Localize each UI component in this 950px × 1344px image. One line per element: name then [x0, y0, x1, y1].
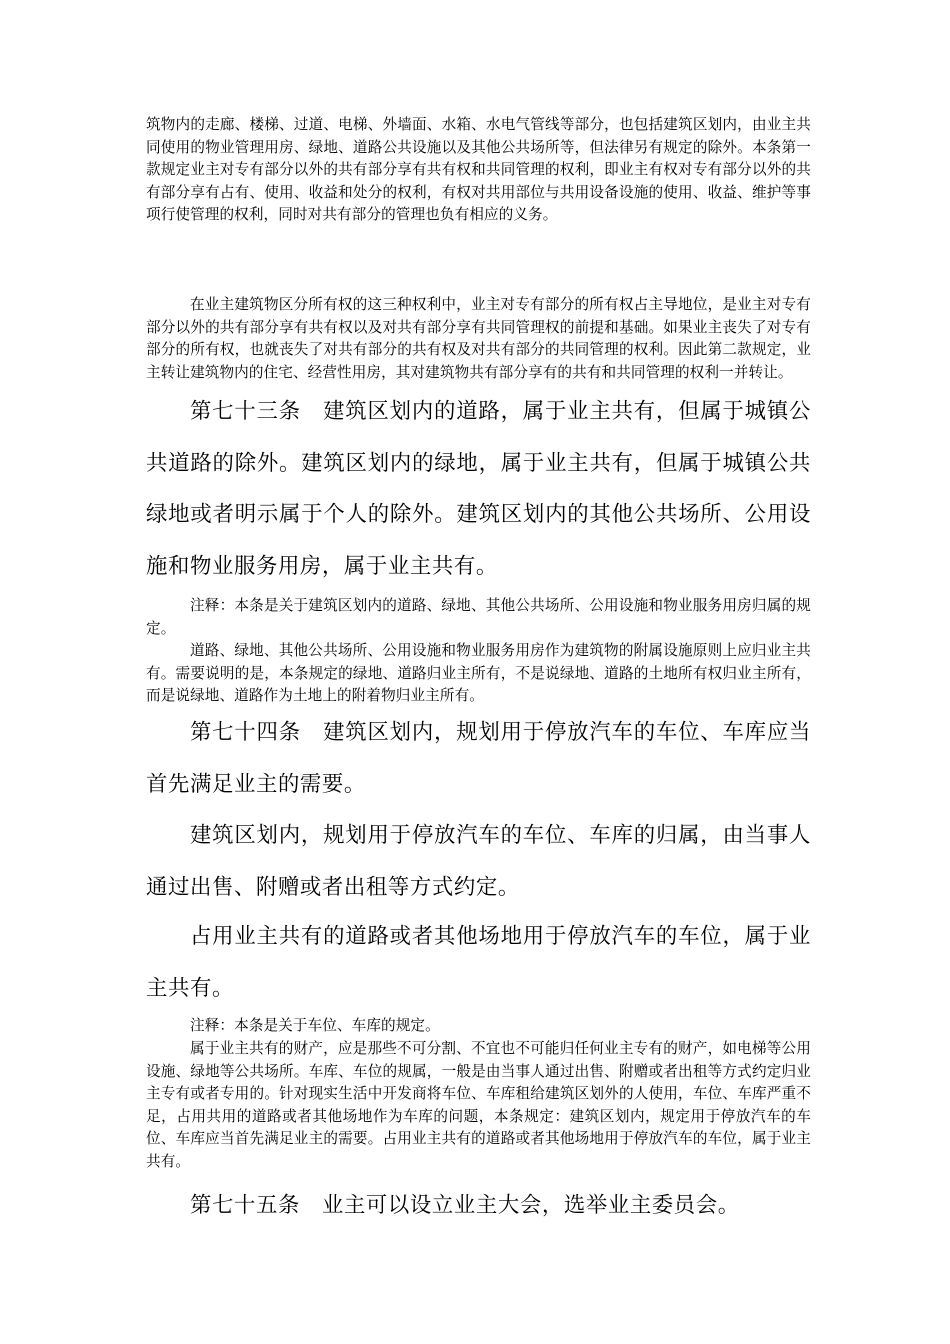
article-74-explanation: 属于业主共有的财产，应是那些不可分割、不宜也不可能归任何业主专有的财产，如电梯等公用设施、绿地等公共场所。车库、车位的规属，一般是由当事人通过出售、附赠或者出租等方式约定归业主专有或者专用的。针对现实生活中开发商将车位、车库租给建筑区划外的人使用，车位、车库严重不足，占用共用的道路或者其他场地作为车库的问题，本条规定：建筑区划内，规定用于停放汽车的车位、车库应当首先满足业主的需要。占用业主共有的道路或者其他场地用于停放汽车的车位，属于业主共有。	[146, 1040, 811, 1170]
article-75: 第七十五条 业主可以设立业主大会，选举业主委员会。	[190, 1193, 740, 1218]
article-73-explanation: 道路、绿地、其他公共场所、公用设施和物业服务用房作为建筑物的附属设施原则上应归业主共有。需要说明的是，本条规定的绿地、道路归业主所有，不是说绿地、道路的土地所有权归业主所有，而是说绿地、道路作为土地上的附着物归业主所有。	[146, 642, 811, 705]
article-73-note: 注释：本条是关于建筑区划内的道路、绿地、其他公共场所、公用设施和物业服务用房归属的规定。	[146, 597, 811, 637]
article-74-note: 注释：本条是关于车位、车库的规定。	[190, 1017, 440, 1034]
commentary-paragraph: 在业主建筑物区分所有权的这三种权利中，业主对专有部分的所有权占主导地位，是业主对专有部分以外的共有部分享有共有权以及对共有部分享有共同管理权的前提和基础。如果业主丧失了对专有部分的所有权，也就丧失了对共有部分的共有权及对共有部分的共同管理的权利。因此第二款规定，业主转让建筑物内的住宅、经营性用房，其对建筑物共有部分享有的共有和共同管理的权利一并转让。	[146, 296, 811, 381]
article-73: 第七十三条 建筑区划内的道路，属于业主共有，但属于城镇公共道路的除外。建筑区划内的绿地，属于业主共有，但属于城镇公共绿地或者明示属于个人的除外。建筑区划内的其他公共场所、公用设施和物业服务用房，属于业主共有。	[146, 399, 811, 579]
article-74-paragraph-3: 占用业主共有的道路或者其他场地用于停放汽车的车位，属于业主共有。	[146, 924, 811, 1001]
article-74-paragraph-2: 建筑区划内，规划用于停放汽车的车位、车库的归属，由当事人通过出售、附赠或者出租等方式约定。	[146, 823, 811, 900]
article-74-paragraph-1: 第七十四条 建筑区划内，规划用于停放汽车的车位、车库应当首先满足业主的需要。	[146, 720, 811, 797]
commentary-paragraph-continued: 筑物内的走廊、楼梯、过道、电梯、外墙面、水箱、水电气管线等部分，也包括建筑区划内，由业主共同使用的物业管理用房、绿地、道路公共设施以及其他公共场所等，但法律另有规定的除外。本条第一款规定业主对专有部分以外的共有部分享有共有权和共同管理的权利，即业主有权对专有部分以外的共有部分享有占有、使用、收益和处分的权利，有权对共用部位与共用设备设施的使用、收益、维护等事项行使管理的权利，同时对共有部分的管理也负有相应的义务。	[146, 116, 811, 224]
